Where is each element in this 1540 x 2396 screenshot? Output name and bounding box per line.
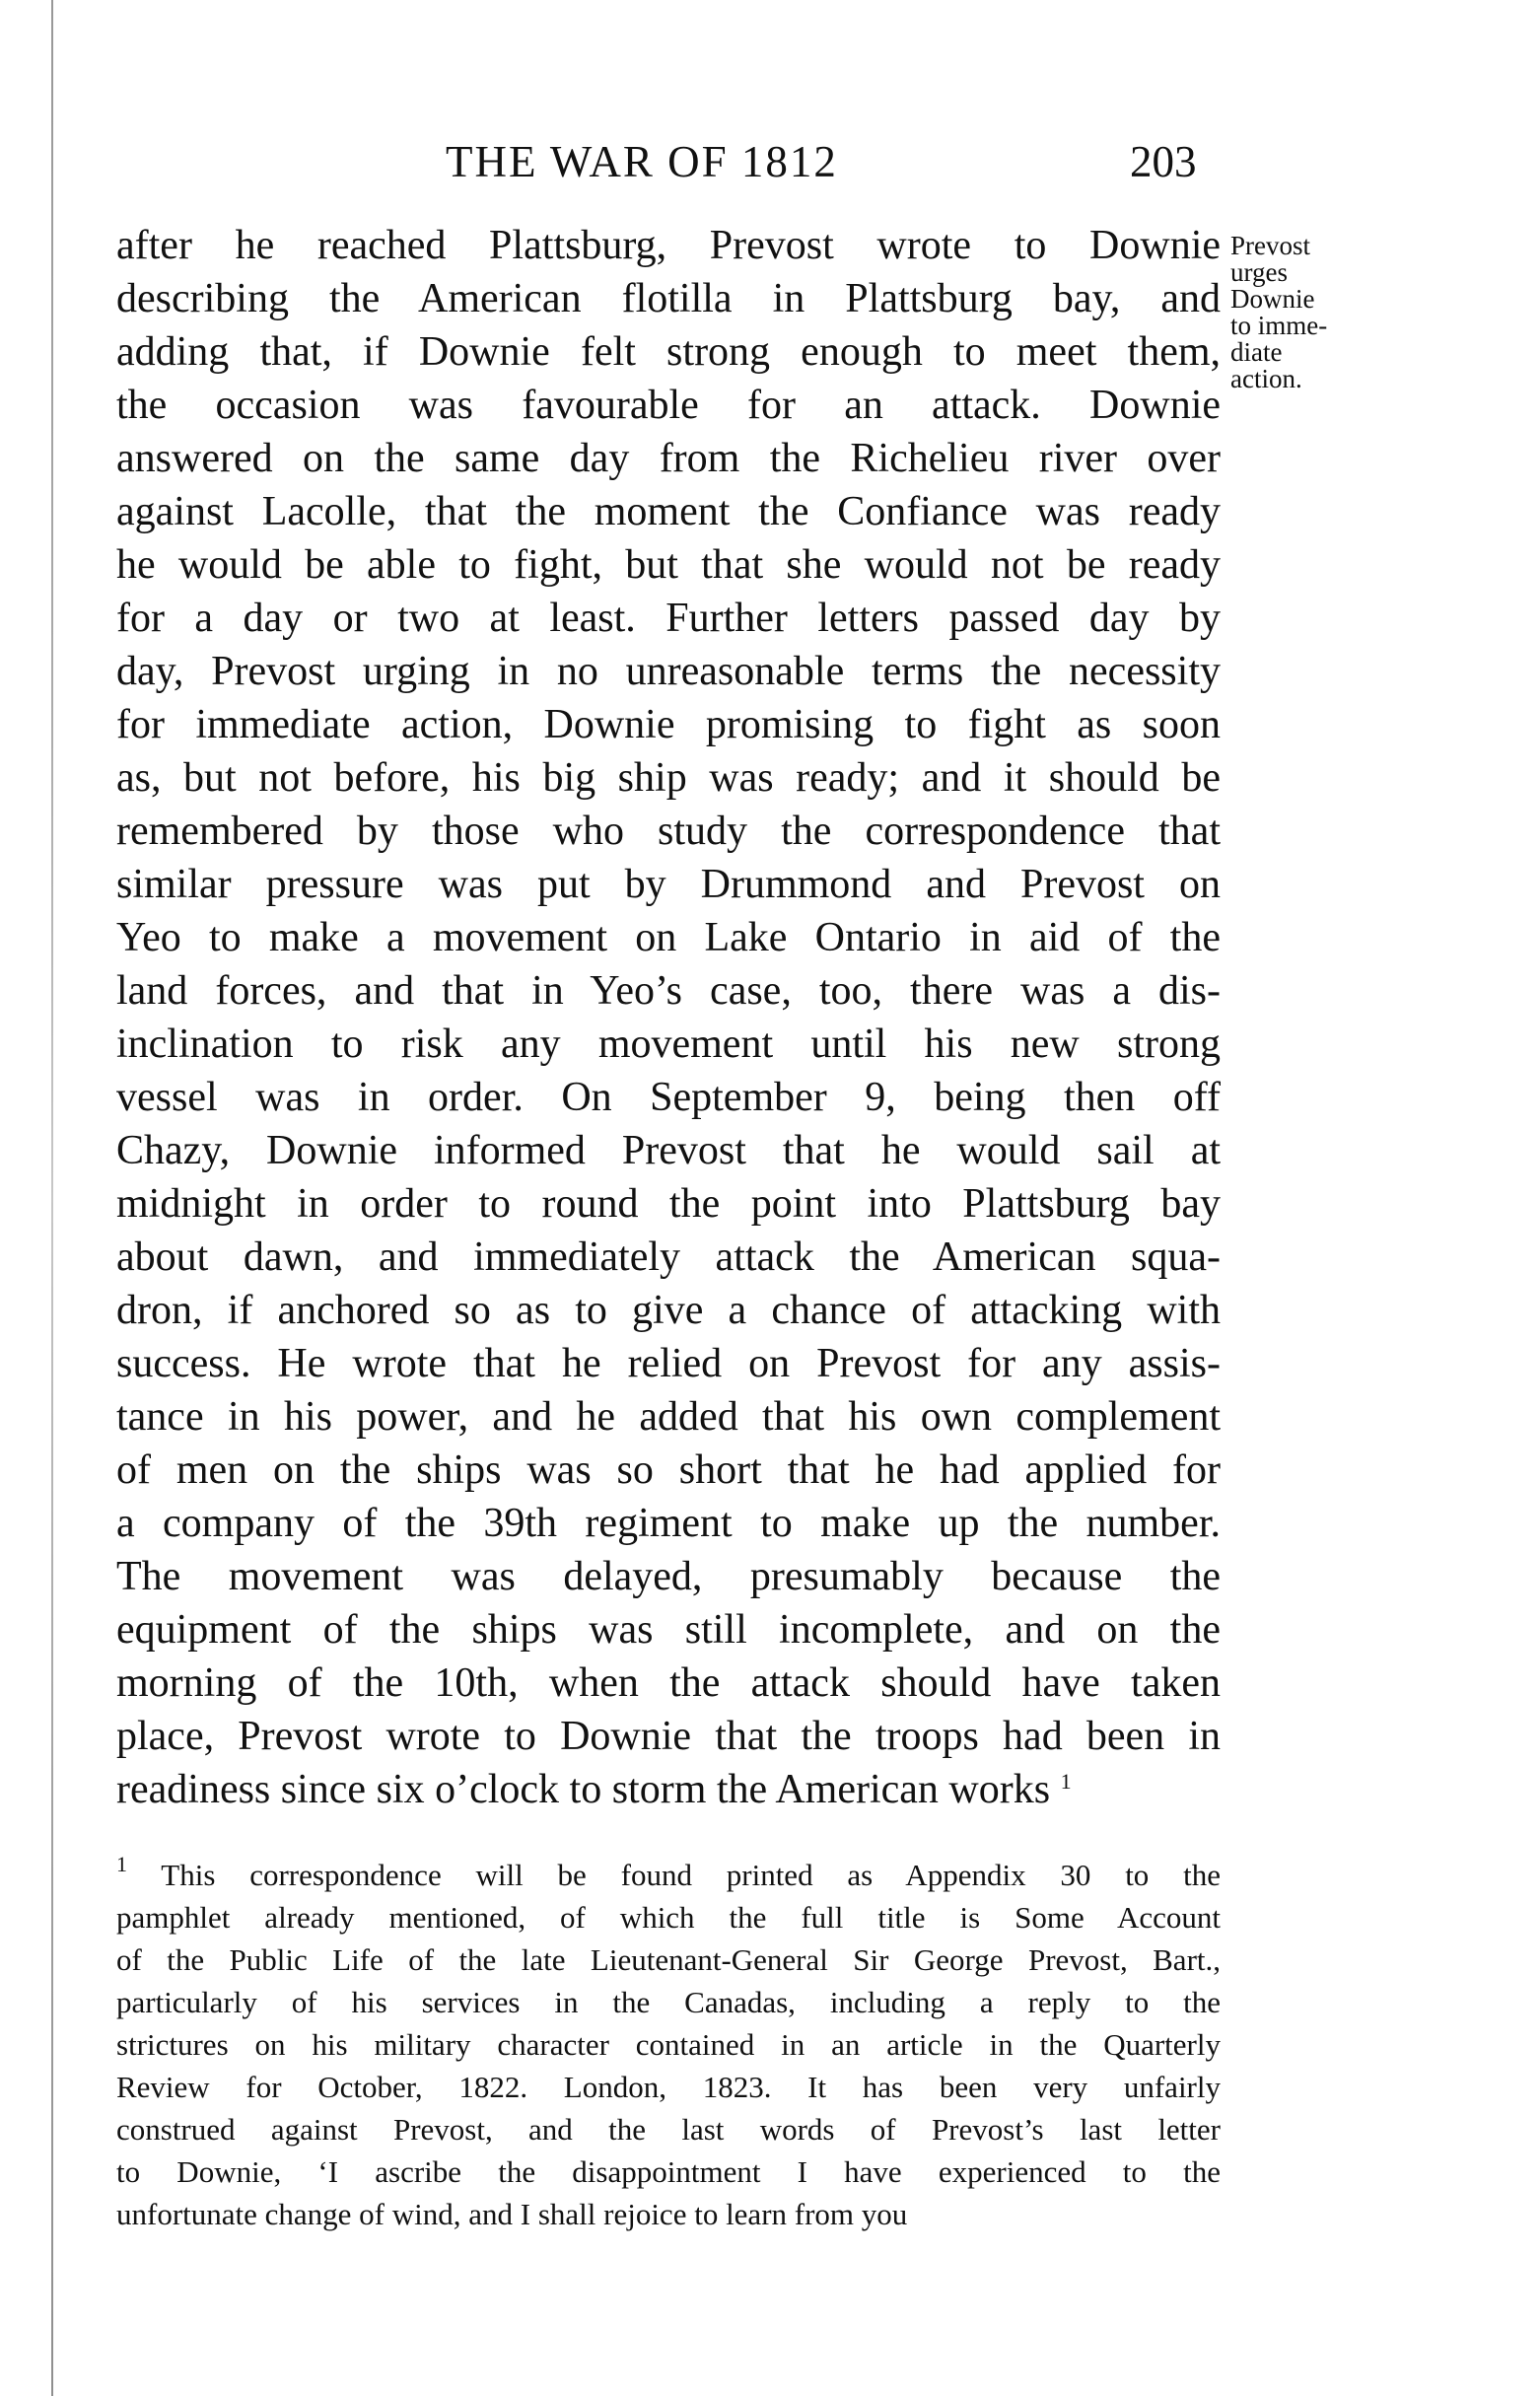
running-title: THE WAR OF 1812 xyxy=(446,137,838,186)
body-line: as, but not before, his big ship was ready; and it should be xyxy=(116,755,1221,801)
margin-note-line: to imme- xyxy=(1230,311,1328,340)
body-line: success. He wrote that he relied on Prevost for any assis- xyxy=(116,1341,1221,1386)
footnote-line: to Downie, ‘I ascribe the disappointment I have experienced to the xyxy=(116,2154,1221,2189)
body-line: The movement was delayed, presumably because the xyxy=(116,1554,1221,1599)
footnote-line: unfortunate change of wind, and I shall rejoice to learn from you xyxy=(116,2197,908,2231)
body-line: after he reached Plattsburg, Prevost wrote to Downie xyxy=(116,223,1221,268)
running-header xyxy=(0,136,1540,195)
footnote-line-first xyxy=(116,1854,1221,1896)
body-line: he would be able to fight, but that she would not be ready xyxy=(116,542,1221,588)
margin-note-line: Downie xyxy=(1230,284,1315,314)
body-line: a company of the 39th regiment to make up the number. xyxy=(116,1501,1221,1546)
body-line: midnight in order to round the point into Plattsburg bay xyxy=(116,1181,1221,1227)
footnote-line: construed against Prevost, and the last words of Prevost’s last letter xyxy=(116,2112,1221,2147)
margin-note xyxy=(1230,233,1388,392)
body-line: remembered by those who study the correspondence that xyxy=(116,809,1221,854)
body-line-last xyxy=(116,1763,1221,1816)
body-line: describing the American flotilla in Plattsburg bay, and xyxy=(116,276,1221,321)
margin-note-line: urges xyxy=(1230,257,1288,287)
margin-note-line: action. xyxy=(1230,364,1302,393)
margin-note-line: Prevost xyxy=(1230,231,1310,260)
body-line: of men on the ships was so short that he had applied for xyxy=(116,1447,1221,1493)
body-line: inclination to risk any movement until his new strong xyxy=(116,1022,1221,1067)
footnote xyxy=(116,1854,1221,2235)
body-line: morning of the 10th, when the attack should have taken xyxy=(116,1660,1221,1706)
footnote-line: particularly of his services in the Canadas, including a reply to the xyxy=(116,1985,1221,2019)
body-line: land forces, and that in Yeo’s case, too, there was a dis- xyxy=(116,968,1221,1014)
body-line: for a day or two at least. Further letters passed day by xyxy=(116,596,1221,641)
footnote-line: strictures on his military character contained in an article in the Quarterly xyxy=(116,2027,1221,2062)
body-line: adding that, if Downie felt strong enough to meet them, xyxy=(116,329,1221,375)
margin-note-line: diate xyxy=(1230,337,1283,367)
footnote-line: of the Public Life of the late Lieutenant-General Sir George Prevost, Bart., xyxy=(116,1942,1221,1977)
body-text xyxy=(116,219,1221,1816)
footnote-line: Review for October, 1822. London, 1823. It has been very unfairly xyxy=(116,2070,1221,2104)
footnote-text: This correspondence will be found printed as Appendix 30 to the xyxy=(161,1858,1221,1892)
body-line-text: readiness since six o’clock to storm the American works xyxy=(116,1767,1051,1812)
body-line: the occasion was favourable for an attack. Downie xyxy=(116,383,1221,428)
page-gutter-edge xyxy=(51,0,53,2396)
body-line: answered on the same day from the Richelieu river over xyxy=(116,436,1221,481)
body-line: similar pressure was put by Drummond and Prevost on xyxy=(116,862,1221,907)
body-line: tance in his power, and he added that his own complement xyxy=(116,1394,1221,1440)
body-line: Chazy, Downie informed Prevost that he would sail at xyxy=(116,1128,1221,1173)
page-number: 203 xyxy=(1130,137,1197,186)
body-line: dron, if anchored so as to give a chance of attacking with xyxy=(116,1288,1221,1333)
body-line: vessel was in order. On September 9, being then off xyxy=(116,1075,1221,1120)
footnote-line: pamphlet already mentioned, of which the full title is Some Account xyxy=(116,1900,1221,1935)
body-line: day, Prevost urging in no unreasonable terms the necessity xyxy=(116,649,1221,694)
body-line: place, Prevost wrote to Downie that the troops had been in xyxy=(116,1714,1221,1759)
body-line: against Lacolle, that the moment the Confiance was ready xyxy=(116,489,1221,534)
body-line: for immediate action, Downie promising to fight as soon xyxy=(116,702,1221,747)
body-line: Yeo to make a movement on Lake Ontario in aid of the xyxy=(116,915,1221,960)
footnote-marker: 1 xyxy=(116,1852,127,1876)
footnote-reference: 1 xyxy=(1060,1769,1072,1794)
body-line: about dawn, and immediately attack the American squa- xyxy=(116,1234,1221,1280)
body-line: equipment of the ships was still incomplete, and on the xyxy=(116,1607,1221,1653)
